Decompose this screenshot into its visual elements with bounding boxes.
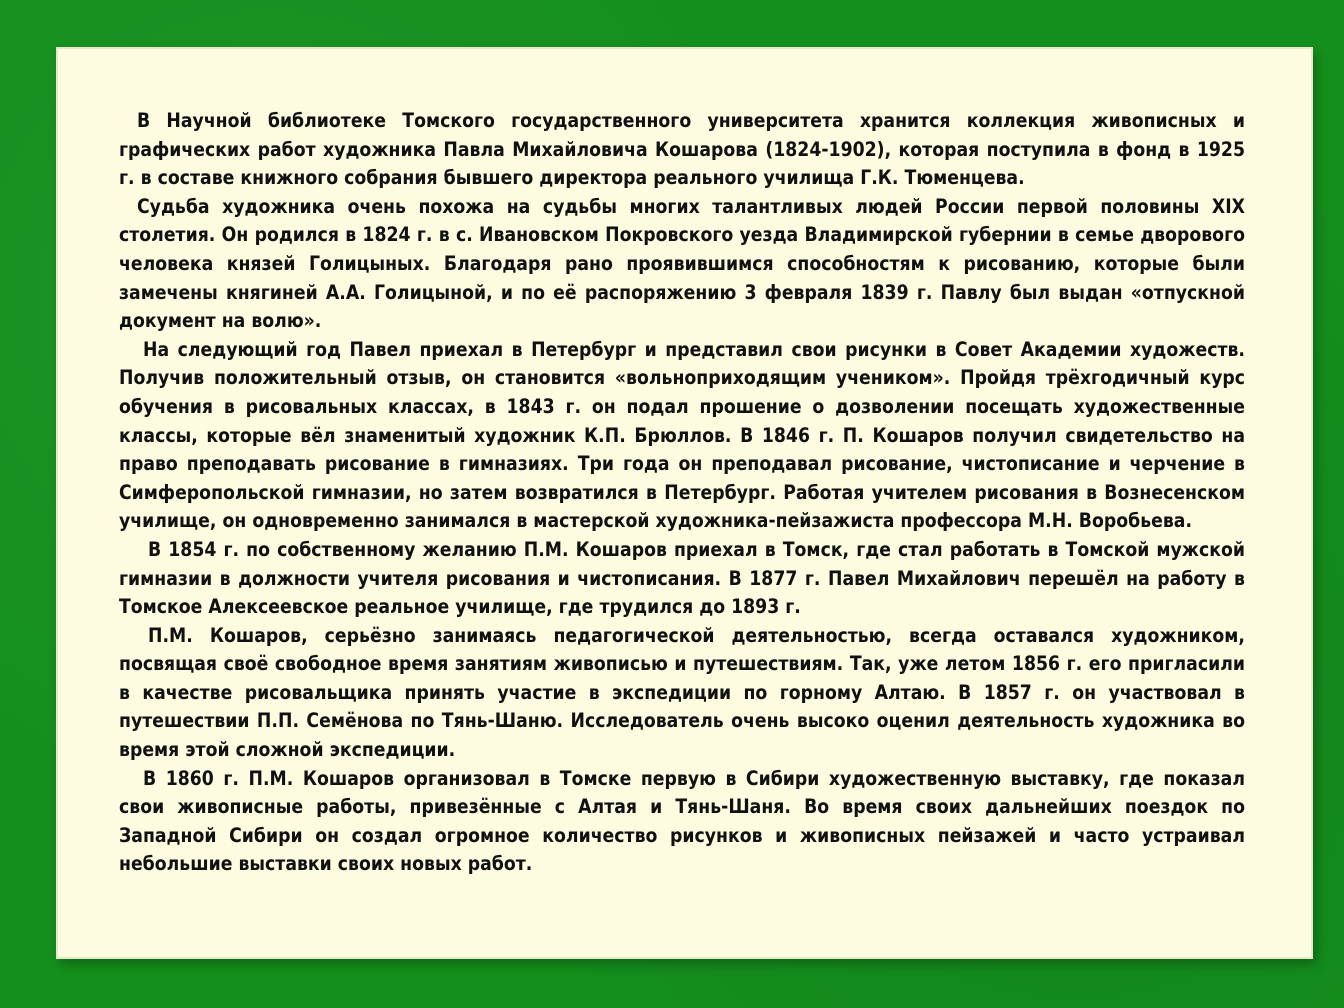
paragraph-3: На следующий год Павел приехал в Петербург и представил свои рисунки в Совет Академии художеств. Получив положительный отзыв, он становится «вольноприходящим учеником». Пройдя трёхгодичный курс обучения в рисовальных классах, в 1843 г. он подал прошение о дозволении посещать художественные классы, которые вёл знаменитый художник К.П. Брюллов. В 1846 г. П. Кошаров получил свидетельство на право преподавать рисование в гимназиях. Три года он преподавал рисование, чистописание и черчение в Симферопольской гимназии, но затем возвратился в Петербург. Работая учителем рисования в Вознесенском училище, он одновременно занимался в мастерской художника-пейзажиста профессора М.Н. Воробьева. <box>119 337 1245 533</box>
paragraph-1: В Научной библиотеке Томского государственного университета хранится коллекция живописных и графических работ художника Павла Михайловича Кошарова (1824-1902), которая поступила в фонд в 1925 г. в составе книжного собрания бывшего директора реального училища Г.К. Тюменцева. <box>119 109 1245 190</box>
paragraph-6: В 1860 г. П.М. Кошаров организовал в Томске первую в Сибири художественную выставку, где показал свои живописные работы, привезённые с Алтая и Тянь-Шаня. Во время своих дальнейших поездок по Западной Сибири он создал огромное количество рисунков и живописных пейзажей и часто устраивал небольшие выставки своих новых работ. <box>119 766 1245 876</box>
paragraph-2: Судьба художника очень похожа на судьбы многих талантливых людей России первой половины XIX столетия. Он родился в 1824 г. в с. Ивановском Покровского уезда Владимирской губернии в семье дворового человека князей Голицыных. Благодаря рано проявившимся способностям к рисованию, которые были замечены княгиней А.А. Голицыной, и по её распоряжению 3 февраля 1839 г. Павлу был выдан «отпускной документ на волю». <box>119 194 1245 333</box>
paragraph-5: П.М. Кошаров, серьёзно занимаясь педагогической деятельностью, всегда оставался художником, посвящая своё свободное время занятиям живописью и путешествиям. Так, уже летом 1856 г. его пригласили в качестве рисовальщика принять участие в экспедиции по горному Алтаю. В 1857 г. он участвовал в путешествии П.П. Семёнова по Тянь-Шаню. Исследователь очень высоко оценил деятельность художника во время этой сложной экспедиции. <box>119 623 1245 762</box>
document-text <box>119 107 1245 879</box>
paragraph-4: В 1854 г. по собственному желанию П.М. Кошаров приехал в Томск, где стал работать в Томской мужской гимназии в должности учителя рисования и чистописания. В 1877 г. Павел Михайлович перешёл на работу в Томское Алексеевское реальное училище, где трудился до 1893 г. <box>119 537 1245 619</box>
